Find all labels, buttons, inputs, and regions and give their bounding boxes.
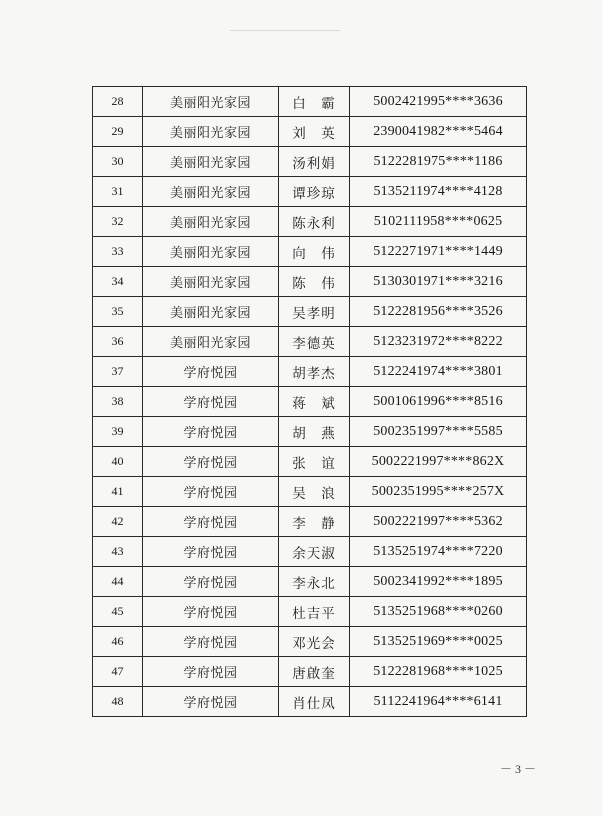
community-cell: 学府悦园 <box>143 507 279 537</box>
row-number-cell: 47 <box>93 657 143 687</box>
row-number-cell: 30 <box>93 147 143 177</box>
table-row <box>93 537 527 567</box>
id-number-cell: 5122281968****1025 <box>350 657 527 687</box>
community-cell: 美丽阳光家园 <box>143 87 279 117</box>
community-cell: 美丽阳光家园 <box>143 237 279 267</box>
community-cell: 学府悦园 <box>143 357 279 387</box>
community-cell: 美丽阳光家园 <box>143 147 279 177</box>
community-cell: 美丽阳光家园 <box>143 267 279 297</box>
community-cell: 美丽阳光家园 <box>143 297 279 327</box>
id-number-cell: 5002221997****5362 <box>350 507 527 537</box>
row-number-cell: 46 <box>93 627 143 657</box>
row-number-cell: 41 <box>93 477 143 507</box>
community-cell: 学府悦园 <box>143 447 279 477</box>
scan-mark <box>230 30 340 31</box>
table-row <box>93 207 527 237</box>
table-row <box>93 267 527 297</box>
table-row <box>93 87 527 117</box>
id-number-cell: 5135251968****0260 <box>350 597 527 627</box>
person-name-cell: 李 静 <box>279 507 350 537</box>
person-name-cell: 李永北 <box>279 567 350 597</box>
community-cell: 学府悦园 <box>143 567 279 597</box>
community-cell: 学府悦园 <box>143 657 279 687</box>
row-number-cell: 38 <box>93 387 143 417</box>
person-name-cell: 胡 燕 <box>279 417 350 447</box>
person-name-cell: 李德英 <box>279 327 350 357</box>
id-number-cell: 5130301971****3216 <box>350 267 527 297</box>
person-name-cell: 陈 伟 <box>279 267 350 297</box>
community-cell: 学府悦园 <box>143 597 279 627</box>
table-row <box>93 147 527 177</box>
row-number-cell: 36 <box>93 327 143 357</box>
id-number-cell: 2390041982****5464 <box>350 117 527 147</box>
table-row <box>93 357 527 387</box>
id-number-cell: 5002221997****862X <box>350 447 527 477</box>
id-number-cell: 5122241974****3801 <box>350 357 527 387</box>
table-row <box>93 237 527 267</box>
id-number-cell: 5112241964****6141 <box>350 687 527 717</box>
id-number-cell: 5123231972****8222 <box>350 327 527 357</box>
person-name-cell: 吴孝明 <box>279 297 350 327</box>
page-number: － 3 － <box>500 762 537 776</box>
person-name-cell: 谭珍琼 <box>279 177 350 207</box>
person-name-cell: 杜吉平 <box>279 597 350 627</box>
community-cell: 美丽阳光家园 <box>143 207 279 237</box>
id-number-cell: 5135251969****0025 <box>350 627 527 657</box>
id-number-cell: 5002421995****3636 <box>350 87 527 117</box>
community-cell: 学府悦园 <box>143 627 279 657</box>
table-row <box>93 477 527 507</box>
community-cell: 美丽阳光家园 <box>143 177 279 207</box>
row-number-cell: 32 <box>93 207 143 237</box>
table-row <box>93 687 527 717</box>
id-number-cell: 5002351997****5585 <box>350 417 527 447</box>
row-number-cell: 34 <box>93 267 143 297</box>
person-name-cell: 刘 英 <box>279 117 350 147</box>
row-number-cell: 37 <box>93 357 143 387</box>
community-cell: 学府悦园 <box>143 687 279 717</box>
person-name-cell: 蒋 斌 <box>279 387 350 417</box>
id-number-cell: 5122281975****1186 <box>350 147 527 177</box>
table-row <box>93 507 527 537</box>
row-number-cell: 40 <box>93 447 143 477</box>
table-row <box>93 657 527 687</box>
id-number-cell: 5102111958****0625 <box>350 207 527 237</box>
table-row <box>93 327 527 357</box>
table-row <box>93 567 527 597</box>
community-cell: 美丽阳光家园 <box>143 117 279 147</box>
roster-table <box>92 86 527 717</box>
table-row <box>93 117 527 147</box>
table-row <box>93 447 527 477</box>
id-number-cell: 5122281956****3526 <box>350 297 527 327</box>
id-number-cell: 5135251974****7220 <box>350 537 527 567</box>
community-cell: 美丽阳光家园 <box>143 327 279 357</box>
table-row <box>93 627 527 657</box>
person-name-cell: 肖仕凤 <box>279 687 350 717</box>
row-number-cell: 31 <box>93 177 143 207</box>
id-number-cell: 5001061996****8516 <box>350 387 527 417</box>
table-row <box>93 417 527 447</box>
table-row <box>93 387 527 417</box>
community-cell: 学府悦园 <box>143 477 279 507</box>
row-number-cell: 28 <box>93 87 143 117</box>
row-number-cell: 29 <box>93 117 143 147</box>
person-name-cell: 吴 浪 <box>279 477 350 507</box>
roster-table-body <box>93 87 527 717</box>
id-number-cell: 5122271971****1449 <box>350 237 527 267</box>
table-row <box>93 297 527 327</box>
row-number-cell: 42 <box>93 507 143 537</box>
community-cell: 学府悦园 <box>143 417 279 447</box>
community-cell: 学府悦园 <box>143 387 279 417</box>
id-number-cell: 5002351995****257X <box>350 477 527 507</box>
person-name-cell: 邓光会 <box>279 627 350 657</box>
row-number-cell: 43 <box>93 537 143 567</box>
person-name-cell: 余天淑 <box>279 537 350 567</box>
person-name-cell: 汤利娟 <box>279 147 350 177</box>
row-number-cell: 45 <box>93 597 143 627</box>
row-number-cell: 48 <box>93 687 143 717</box>
row-number-cell: 33 <box>93 237 143 267</box>
person-name-cell: 陈永利 <box>279 207 350 237</box>
id-number-cell: 5002341992****1895 <box>350 567 527 597</box>
id-number-cell: 5135211974****4128 <box>350 177 527 207</box>
person-name-cell: 胡孝杰 <box>279 357 350 387</box>
table-row <box>93 177 527 207</box>
person-name-cell: 白 霸 <box>279 87 350 117</box>
table-row <box>93 597 527 627</box>
person-name-cell: 向 伟 <box>279 237 350 267</box>
row-number-cell: 44 <box>93 567 143 597</box>
row-number-cell: 39 <box>93 417 143 447</box>
person-name-cell: 张 谊 <box>279 447 350 477</box>
community-cell: 学府悦园 <box>143 537 279 567</box>
person-name-cell: 唐啟奎 <box>279 657 350 687</box>
row-number-cell: 35 <box>93 297 143 327</box>
